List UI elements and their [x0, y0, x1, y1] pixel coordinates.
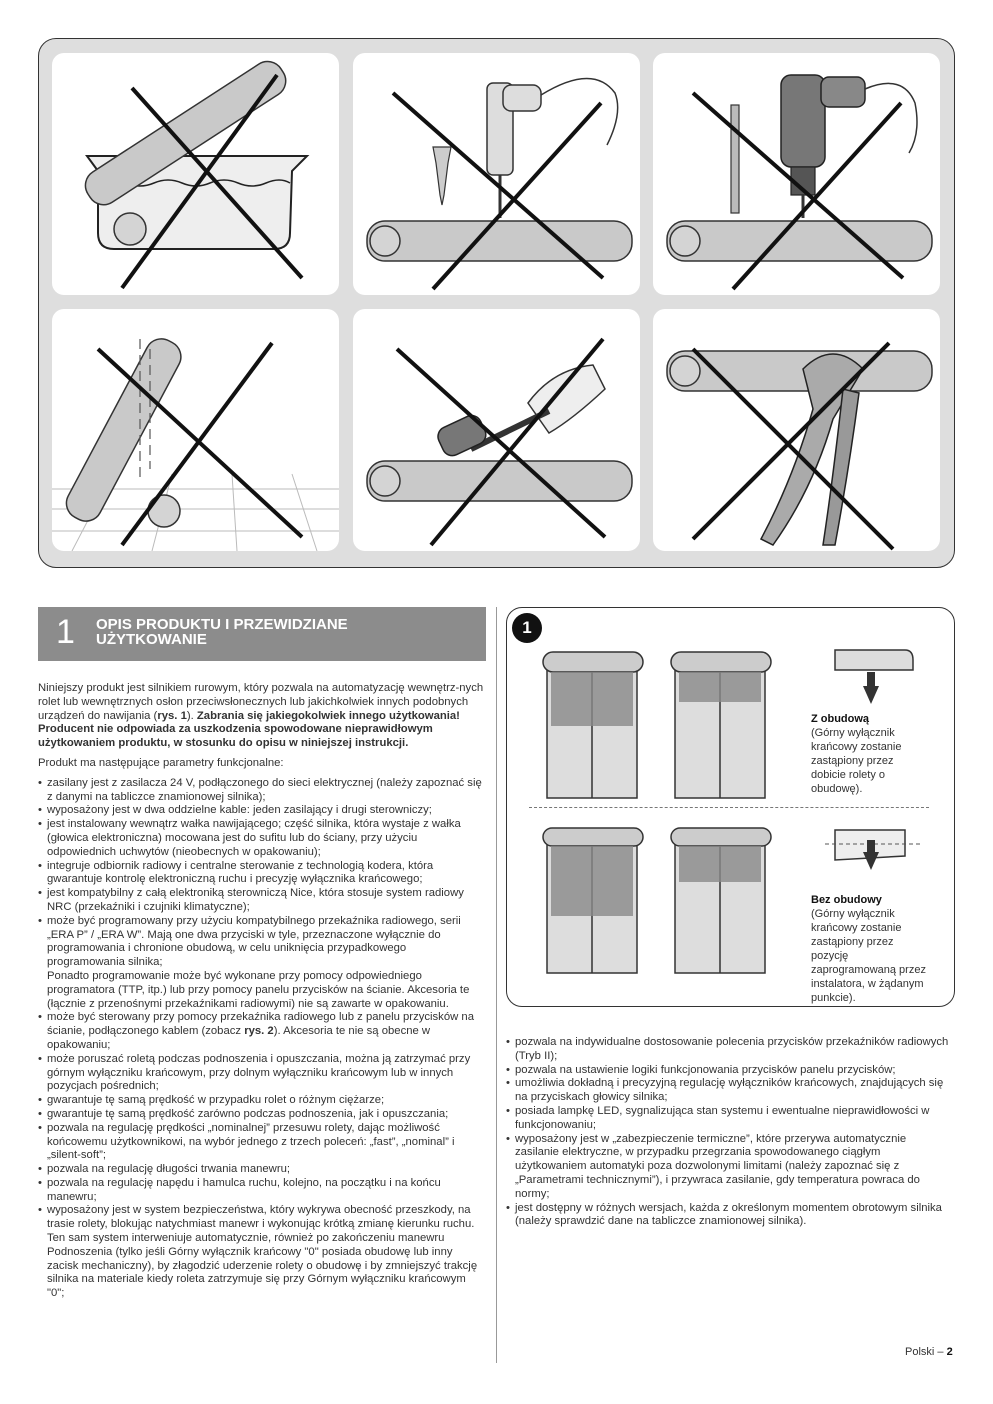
- caption-with-box-title: Z obudową: [811, 713, 870, 725]
- panel-no-screws: [353, 53, 640, 295]
- box-stop-detail: [835, 650, 913, 704]
- feature-list-left-2: [38, 1011, 486, 1301]
- section-title-line2: UŻYTKOWANIE: [96, 631, 207, 648]
- list-item: • pozwala na ustawienie logiki funkcjonowania przycisków panelu przycisków;: [506, 1064, 953, 1078]
- list-item: • wyposażony jest w dwa oddzielne kable: jeden zasilający i drugi sterowniczy;: [38, 804, 486, 818]
- list-item: • jest kompatybilny z całą elektroniką sterowniczą Nice, która stosuje system radiowy NRC (przekaźniki i czujniki klimatyczne);: [38, 887, 486, 915]
- page-number: 2: [946, 1346, 953, 1358]
- motor-in-water-illustration: [52, 53, 339, 295]
- intro-paragraph: [38, 682, 486, 751]
- list-item: • integruje odbiornik radiowy i centralne sterowanie z technologią kodera, która gwarantuje kontrolę elektroniczną ruchu i precyzję wyłącznika krańcowego;: [38, 860, 486, 888]
- warning-pictograms-box: [38, 38, 955, 568]
- list-item: • jest instalowany wewnątrz wałka nawijającego; część silnika, która wystaje z wałka (głowica elektroniczna) mocowana jest do sufitu lub do ściany, przy użyciu odpowiednich uchwytów (nieobecnych w opakowaniu);: [38, 818, 486, 859]
- section-title: [96, 617, 476, 647]
- list-item-continuation: Ponadto programowanie może być wykonane przy pomocy odpowiedniego programatora (TTP, itp.) lub przy pomocy panelu przycisków na ścianie. Akcesoria te (łącznie z przenośnymi przekaźnikami radiowymi) nie są zawarte w opakowaniu.: [47, 969, 470, 1010]
- programmed-stop-detail: [825, 830, 921, 870]
- caption-with-box: [811, 712, 931, 796]
- parameters-intro: Produkt ma następujące parametry funkcjonalne:: [38, 756, 284, 769]
- list-item: • gwarantuje tę samą prędkość w przypadku rolet o różnym ciężarze;: [38, 1094, 486, 1108]
- list-item: • wyposażony jest w system bezpieczeństwa, który wykrywa obecność przeszkody, na trasie rolety, blokując natychmiast manewr i wykonując krótką zmianę kierunku ruchu. Ten sam system interweniuje automatycznie, również po zakończeniu manewru Podnoszenia (tylko jeśli Górny wyłącznik krańcowy "0" posiada obudowę lub inny zacisk mechaniczny), by złagodzić uderzenie rolety o obudowę i by zmniejszyć trakcję silnika na materiale kiedy roleta zatrzymuje się przy Górnym wyłączniku krańcowym "0";: [38, 1204, 486, 1301]
- list-item: • pozwala na regulację napędu i hamulca ruchu, kolejno, na początku i na końcu manewru;: [38, 1177, 486, 1205]
- window-with-box-lowered: [543, 652, 643, 798]
- caption-without-box-title: Bez obudowy: [811, 894, 882, 906]
- intro-text: Niniejszy produkt jest silnikiem rurowym, który pozwala na automatyzację wewnętrz-nych rolet lub wewnętrznych osłon przeciwsłonecznych lub jakichkolwiek innych podobnych urządzeń do nawijania (: [38, 682, 484, 722]
- section-number: 1: [56, 613, 75, 651]
- panel-no-dropping: [52, 309, 339, 551]
- intended-use-warning: Zabrania się jakiegokolwiek innego użytkowania! Producent nie odpowiada za uszkodzenia spowodowane nieprawidłowym użytkowaniem produktu, w stosunku do opisu w niniejszej instrukcji.: [38, 709, 460, 750]
- list-item-text: może być sterowany przy pomocy przekaźnika radiowego lub z panelu przycisków na ścianie, podłączonego kablem (zobacz: [47, 1011, 474, 1038]
- figure-ref-1: rys. 1: [157, 709, 187, 722]
- list-item: • posiada lampkę LED, sygnalizująca stan systemu i ewentualne nieprawidłowości w funkcjonowaniu;: [506, 1105, 953, 1133]
- list-item: • pozwala na indywidualne dostosowanie polecenia przycisków przekaźników radiowych (Tryb II);: [506, 1036, 953, 1064]
- list-item: • gwarantuje tę samą prędkość zarówno podczas podnoszenia, jak i opuszczania;: [38, 1108, 486, 1122]
- list-item-text-2: ). Akcesoria te nie są obecne w opakowaniu;: [47, 1025, 431, 1051]
- pliers-illustration: [653, 309, 940, 551]
- section-header: [38, 607, 486, 661]
- caption-with-box-text: (Górny wyłącznik krańcowy zostanie zastąpiony przez dobicie rolety o obudowę).: [811, 727, 902, 795]
- screwdriver-illustration: [353, 53, 640, 295]
- dropped-motor-illustration: [52, 309, 339, 551]
- panel-no-pliers: [653, 309, 940, 551]
- figure-1-box: [506, 607, 955, 1007]
- left-text-column: [38, 682, 486, 1301]
- window-without-box-lowered: [543, 828, 643, 973]
- drill-illustration: [653, 53, 940, 295]
- panel-no-drilling: [653, 53, 940, 295]
- footer-language: Polski –: [905, 1346, 947, 1358]
- caption-without-box-text: (Górny wyłącznik krańcowy zostanie zastąpiony przez pozycję zaprogramowaną przez instalatora, w żądanym punkcie).: [811, 908, 926, 1004]
- caption-without-box: [811, 893, 931, 1005]
- intro-text-2: ).: [186, 709, 197, 722]
- list-item: • może poruszać roletą podczas podnoszenia i opuszczania, można ją zatrzymać przy górnym wyłączniku krańcowym, przy dolnym wyłączniku krańcowym lub w innych pozycjach pośrednich;: [38, 1053, 486, 1094]
- list-item: • wyposażony jest w „zabezpieczenie termiczne”, które przerywa automatycznie zasilanie elektryczne, w przypadku przegrzania spowodowanego ciągłym użytkowaniem automatyki poza dozwolonymi limitami (należy zapoznać się z „Parametrami technicznymi”), i przywraca zasilanie, gdy temperatura powraca do normy;: [506, 1133, 953, 1202]
- window-without-box-raised: [671, 828, 771, 973]
- list-item: • pozwala na regulację długości trwania manewru;: [38, 1163, 486, 1177]
- column-divider: [496, 607, 497, 1363]
- figure-divider-line: [529, 807, 929, 808]
- figure-badge: 1: [512, 613, 542, 643]
- feature-list-left: [38, 777, 486, 970]
- list-item: [38, 1011, 486, 1052]
- feature-list-right: [506, 1036, 953, 1229]
- list-item: • pozwala na regulację prędkości „nominalnej” przesuwu rolety, dając możliwość końcowemu użytkownikowi, na wybór jednego z trzech poleceń: „fast”, „nominal” i „silent-soft”;: [38, 1122, 486, 1163]
- list-item: • zasilany jest z zasilacza 24 V, podłączonego do sieci elektrycznej (należy zapoznać się z danymi na tabliczce znamionowej silnika);: [38, 777, 486, 805]
- figure-ref-2: rys. 2: [244, 1025, 274, 1038]
- hammer-illustration: [353, 309, 640, 551]
- section-title-line1: OPIS PRODUKTU I PRZEWIDZIANE: [96, 616, 348, 633]
- list-item: • jest dostępny w różnych wersjach, każda z określonym momentem obrotowym silnika (należy sprawdzić dane na tabliczce znamionowej silnika).: [506, 1202, 953, 1230]
- page-footer: [905, 1346, 953, 1358]
- right-text-column: [506, 1036, 953, 1229]
- panel-no-hammering: [353, 309, 640, 551]
- list-item: • może być programowany przy użyciu kompatybilnego przekaźnika radiowego, serii „ERA P” / „ERA W”. Mają one dwa przyciski w tyle, przeznaczone wyłącznie do programowania i chronione obudową, w celu uniknięcia przypadkowego programowania silnika;: [38, 915, 486, 970]
- list-item: • umożliwia dokładną i precyzyjną regulację wyłączników krańcowych, znajdujących się na przyciskach głowicy silnika;: [506, 1077, 953, 1105]
- panel-no-water-immersion: [52, 53, 339, 295]
- window-with-box-raised: [671, 652, 771, 798]
